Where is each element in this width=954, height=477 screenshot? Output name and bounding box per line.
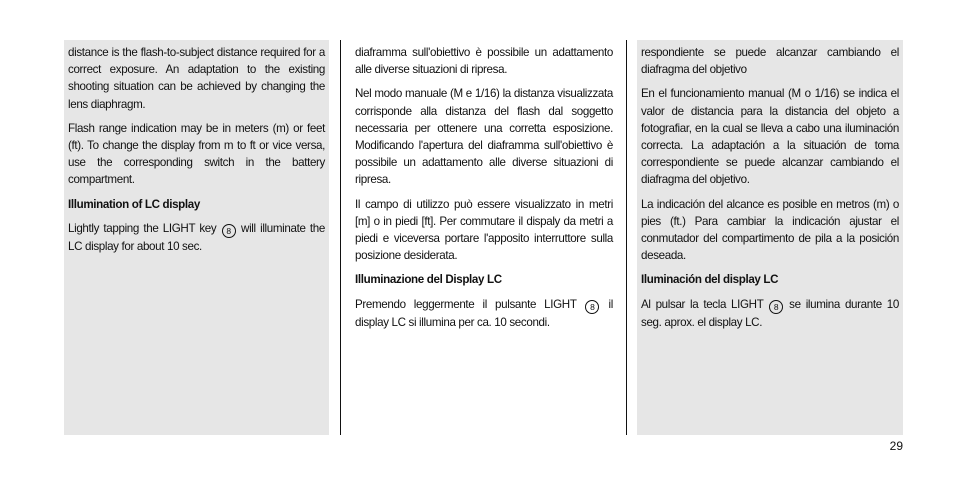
en-paragraph-range: distance is the flash-to-subject distance required for a correct exposure. An adaptation to the existing shooting situation can be achieved by changing the lens diaphragm. [68,46,325,111]
en-paragraph-light-key [68,220,325,255]
es-paragraph-manual: En el funcionamiento manual (M o 1/16) se indica el valor de distancia para la distancia del objeto a fotografiar, en la cual se lleva a cabo una iluminación correcta. La adaptación a la situación de toma correspondiente se puede alcanzar cambiando el diafragma del objetivo. [641,87,899,187]
es-paragraph-units: La indicación del alcance es posible en metros (m) o pies (ft.) Para cambiar la indicación ajustar el conmutador del compartimento de pila a la posición deseada. [641,197,899,263]
es-light-text-before: Al pulsar la tecla LIGHT [641,297,769,311]
it-light-text-before: Premendo leggermente il pulsante LIGHT [355,297,585,311]
es-heading-illumination: Iluminación del display LC [641,273,779,287]
english-column [64,40,329,435]
en-paragraph-units: Flash range indication may be in meters (m) or feet (ft). To change the display from m to ft or vice versa, use the corresponding switch in the battery compartment. [68,121,325,187]
es-paragraph-light-key [641,296,899,331]
it-paragraph-units: Il campo di utilizzo può essere visualizzato in metri [m] o in piedi [ft]. Per commutare il dispaly da metri a piedi e viceversa portare l'apposito interruttore sulla posizione desiderata. [355,197,613,263]
it-light-text-after: il display LC si illumina per ca. 10 secondi. [355,297,613,329]
light-key-8-icon: 8 [769,300,783,314]
es-light-text-after: se ilumina durante 10 seg. aprox. el display LC. [641,297,899,329]
italian-column [351,40,617,435]
column-divider-left [340,40,341,435]
spanish-column [637,40,903,435]
es-paragraph-continued: respondiente se puede alcanzar cambiando el diafragma del objetivo [641,46,899,77]
light-key-8-icon: 8 [585,300,599,314]
en-light-text-after: will illuminate the LC display for about 10 sec. [68,221,326,253]
it-heading-illumination: Illuminazione del Display LC [355,273,502,287]
light-key-8-icon: 8 [222,224,236,238]
en-heading-illumination: Illumination of LC display [68,197,200,211]
column-divider-right [626,40,627,435]
en-light-text-before: Lightly tapping the LIGHT key [68,221,221,235]
it-paragraph-manual: Nel modo manuale (M e 1/16) la distanza visualizzata corrisponde alla distanza del flash dal soggetto necessaria per ottenere una corretta esposizione. Modificando l'apertura del diaframma sull'obiettivo è possibile un adattamento alle diverse situazioni di ripresa. [355,87,613,187]
page-number: 29 [889,439,903,453]
it-paragraph-light-key [355,296,613,331]
it-paragraph-continued: diaframma sull'obiettivo è possibile un adattamento alle diverse situazioni di ripresa. [355,46,613,77]
